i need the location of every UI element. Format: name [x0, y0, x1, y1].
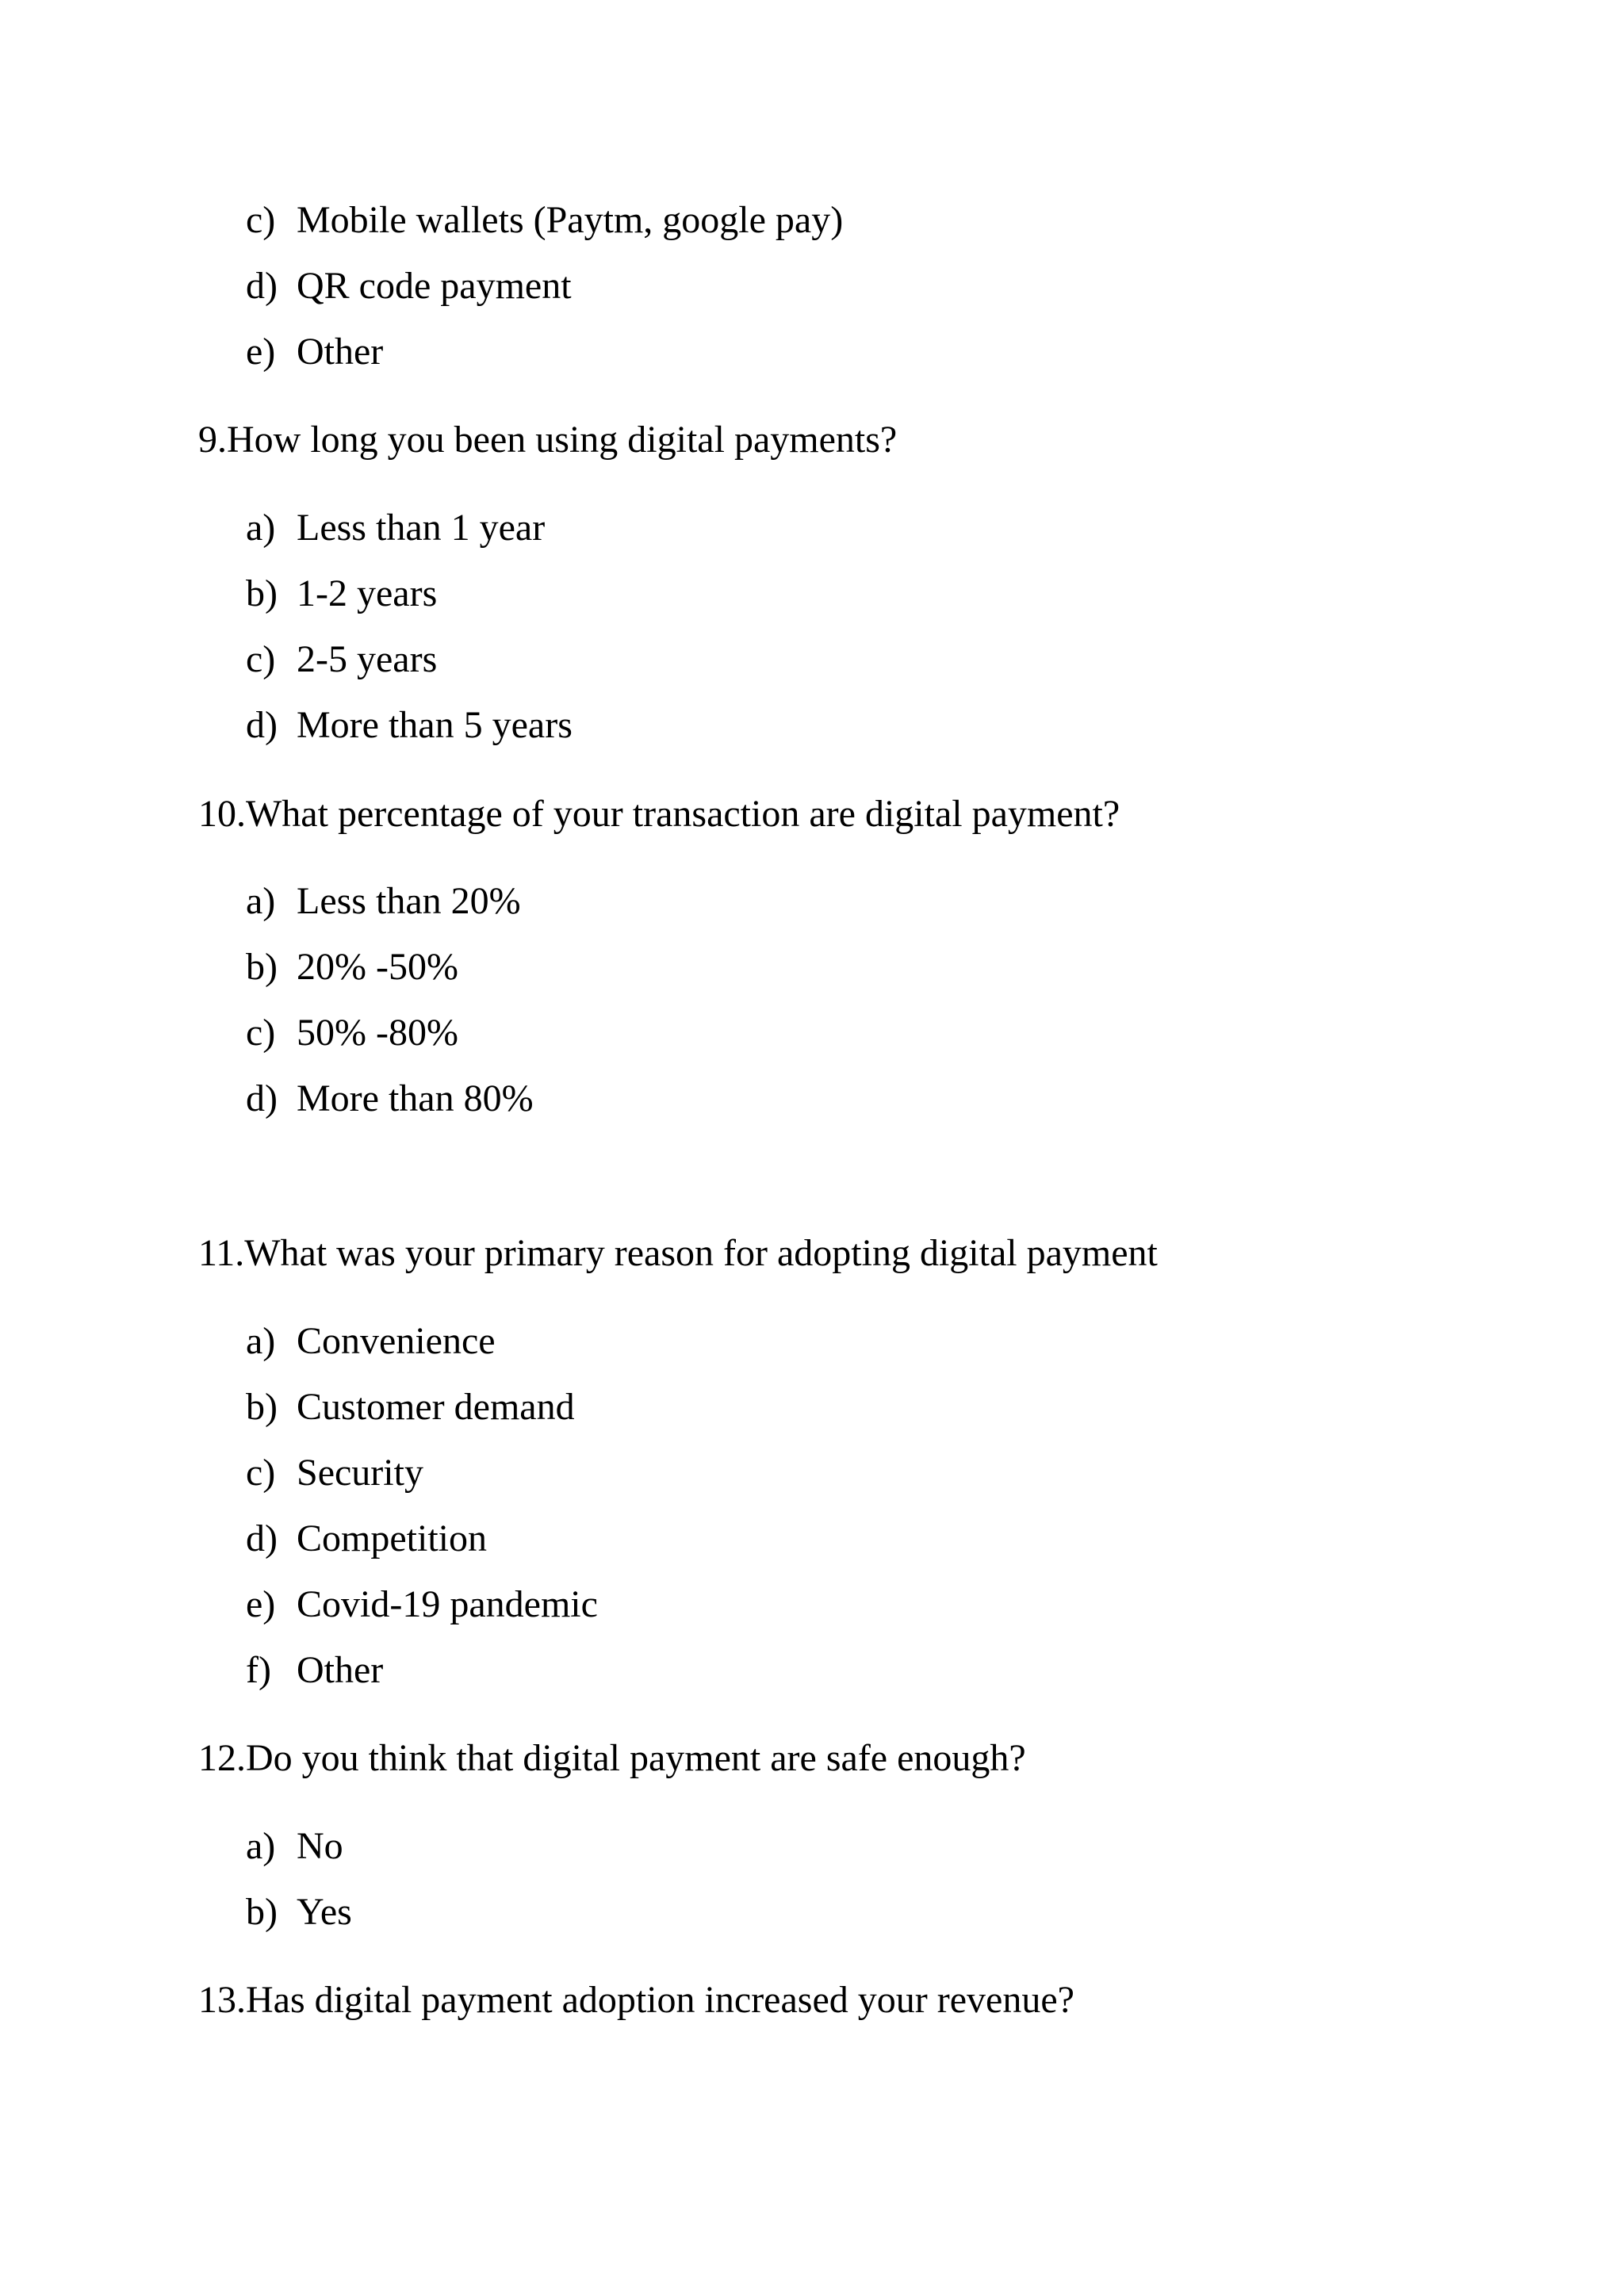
option-letter: c): [246, 638, 276, 680]
question-12: 12.Do you think that digital payment are safe enough?: [198, 1737, 1026, 1779]
option-b: [246, 945, 458, 989]
option-text: Mobile wallets (Paytm, google pay): [297, 199, 844, 241]
option-text: Other: [297, 1649, 384, 1691]
option-letter: e): [246, 1583, 276, 1625]
option-letter: a): [246, 1320, 276, 1362]
option-text: 20% -50%: [297, 946, 458, 988]
option-letter: b): [246, 1386, 278, 1428]
question-11: 11.What was your primary reason for adopting digital payment: [198, 1232, 1158, 1274]
option-text: Security: [297, 1452, 423, 1494]
option-b: [246, 572, 437, 616]
option-c: [246, 198, 843, 243]
option-letter: d): [246, 1077, 278, 1119]
option-letter: d): [246, 1517, 278, 1559]
option-text: QR code payment: [297, 265, 572, 307]
option-text: Covid-19 pandemic: [297, 1583, 598, 1625]
option-text: 1-2 years: [297, 572, 438, 614]
option-text: Less than 20%: [297, 880, 521, 922]
option-e: [246, 330, 383, 374]
option-b: [246, 1890, 352, 1934]
option-letter: d): [246, 704, 278, 746]
question-9: 9.How long you been using digital payments?: [198, 419, 898, 461]
option-letter: d): [246, 265, 278, 307]
option-letter: c): [246, 199, 276, 241]
option-letter: a): [246, 507, 276, 549]
option-text: More than 80%: [297, 1077, 534, 1119]
question-13: 13.Has digital payment adoption increased your revenue?: [198, 1979, 1074, 2021]
option-text: More than 5 years: [297, 704, 573, 746]
option-letter: f): [246, 1649, 271, 1691]
option-text: Yes: [297, 1891, 352, 1933]
option-letter: b): [246, 1891, 278, 1933]
option-c: [246, 1011, 458, 1055]
option-letter: c): [246, 1452, 276, 1494]
option-f: [246, 1648, 383, 1693]
option-e: [246, 1582, 598, 1627]
option-letter: b): [246, 946, 278, 988]
option-b: [246, 1385, 575, 1429]
option-text: Customer demand: [297, 1386, 575, 1428]
option-a: [246, 1824, 343, 1869]
option-text: Convenience: [297, 1320, 496, 1362]
option-letter: c): [246, 1012, 276, 1054]
option-letter: b): [246, 572, 278, 614]
option-d: [246, 1077, 534, 1121]
option-c: [246, 1451, 423, 1495]
option-a: [246, 879, 521, 924]
option-d: [246, 264, 572, 308]
option-text: 50% -80%: [297, 1012, 458, 1054]
option-c: [246, 637, 437, 682]
option-text: No: [297, 1825, 343, 1867]
option-letter: a): [246, 1825, 276, 1867]
option-text: Less than 1 year: [297, 507, 546, 549]
option-letter: a): [246, 880, 276, 922]
option-text: Competition: [297, 1517, 487, 1559]
option-text: Other: [297, 331, 384, 373]
option-a: [246, 506, 545, 550]
option-d: [246, 703, 573, 748]
option-d: [246, 1517, 487, 1561]
question-10: 10.What percentage of your transaction are digital payment?: [198, 793, 1120, 835]
option-letter: e): [246, 331, 276, 373]
option-a: [246, 1319, 496, 1364]
option-text: 2-5 years: [297, 638, 438, 680]
